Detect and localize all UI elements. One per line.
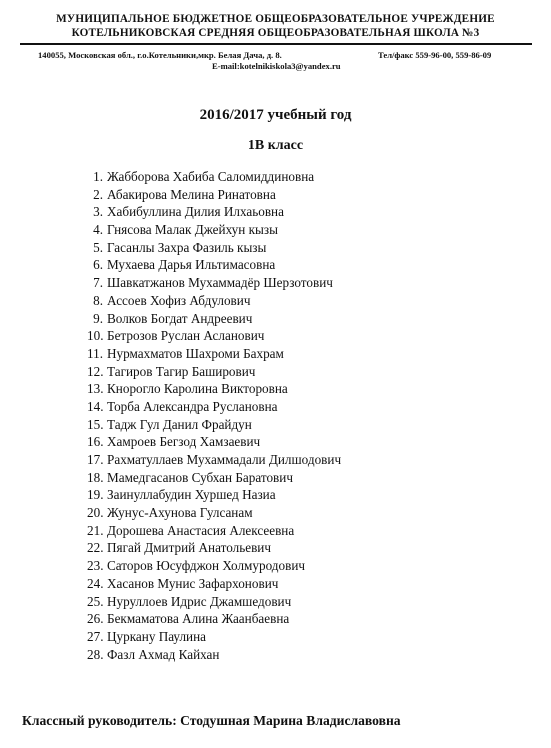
- student-list-item: [87, 504, 341, 522]
- student-list-item: [87, 433, 341, 451]
- student-name: Ассоев Хофиз Абдулович: [107, 292, 251, 308]
- class-teacher: Классный руководитель: Стодушная Марина Владиславовна: [22, 713, 401, 728]
- student-list-item: [87, 398, 341, 416]
- student-name: Шавкатжанов Мухаммадёр Шерзотович: [107, 275, 333, 291]
- student-number: 13.: [87, 381, 104, 397]
- student-number: 4.: [93, 222, 103, 238]
- student-number: 15.: [87, 416, 104, 432]
- student-number: 3.: [93, 204, 103, 220]
- school-name-line2: КОТЕЛЬНИКОВСКАЯ СРЕДНЯЯ ОБЩЕОБРАЗОВАТЕЛЬНАЯ ШКОЛА №3: [71, 27, 480, 39]
- student-name: Тадж Гул Данил Фрайдун: [107, 416, 252, 432]
- student-list-item: [87, 327, 341, 345]
- student-number: 24.: [87, 575, 104, 591]
- student-name: Цуркану Паулина: [107, 628, 206, 644]
- student-name: Абакирова Мелина Ринатовна: [107, 186, 276, 202]
- student-list-item: [87, 539, 341, 557]
- student-name: Тагиров Тагир Баширович: [107, 363, 256, 379]
- student-number: 5.: [93, 239, 103, 255]
- student-number: 25.: [87, 593, 104, 609]
- student-name: Бетрозов Руслан Асланович: [107, 328, 265, 344]
- student-list-item: [87, 292, 341, 310]
- student-name: Дорошева Анастасия Алексеевна: [107, 522, 295, 538]
- academic-year-title: 2016/2017 учебный год: [199, 107, 352, 123]
- student-list-item: [87, 256, 341, 274]
- student-number: 19.: [87, 487, 104, 503]
- student-name: Саторов Юсуфджон Холмуродович: [107, 558, 306, 574]
- postal-address: 140055, Московская обл., г.о.Котельники,мкр. Белая Дача, д. 8.: [38, 50, 282, 60]
- student-list: [87, 168, 341, 663]
- student-list-item: [87, 593, 341, 611]
- student-name: Кнорогло Каролина Викторовна: [107, 381, 288, 397]
- student-number: 17.: [87, 452, 104, 467]
- student-number: 23.: [87, 558, 104, 574]
- student-list-item: [87, 451, 341, 469]
- student-list-item: [87, 168, 341, 186]
- student-number: 10.: [87, 328, 104, 344]
- student-number: 27.: [87, 628, 104, 644]
- student-number: 1.: [93, 169, 103, 184]
- student-name: Хамроев Бегзод Хамзаевич: [107, 434, 261, 450]
- student-number: 12.: [87, 363, 104, 379]
- student-list-item: [87, 486, 341, 504]
- student-name: Торба Александра Руслановна: [107, 398, 278, 414]
- student-list-item: [87, 469, 341, 487]
- student-number: 20.: [87, 505, 104, 521]
- student-list-item: [87, 239, 341, 257]
- student-number: 18.: [87, 469, 104, 485]
- student-name: Гнясова Малак Джейхун кызы: [107, 222, 278, 238]
- student-name: Нуруллоев Идрис Джамшедович: [107, 593, 292, 609]
- student-name: Хабибуллина Дилия Илхаьовна: [107, 204, 284, 220]
- student-list-item: [87, 310, 341, 328]
- student-name: Фазл Ахмад Кайхан: [107, 646, 220, 662]
- student-name: Рахматуллаев Мухаммадали Дилшодович: [107, 452, 342, 467]
- student-name: Заинуллабудин Хуршед Назиа: [107, 487, 276, 503]
- student-list-item: [87, 628, 341, 646]
- phone-fax: Тел/факс 559-96-00, 559-86-09: [378, 50, 492, 60]
- student-list-item: [87, 363, 341, 381]
- student-number: 28.: [87, 646, 104, 662]
- student-name: Бекмаматова Алина Жаанбаевна: [107, 611, 290, 627]
- student-name: Хасанов Мунис Зафархонович: [107, 575, 279, 591]
- student-name: Гасанлы Захра Фазиль кызы: [107, 239, 267, 255]
- student-name: Волков Богдат Андреевич: [107, 310, 253, 326]
- school-name-line1: МУНИЦИПАЛЬНОЕ БЮДЖЕТНОЕ ОБЩЕОБРАЗОВАТЕЛЬНОЕ УЧРЕЖДЕНИЕ: [56, 13, 495, 25]
- student-name: Мамедгасанов Субхан Баратович: [107, 469, 293, 485]
- student-number: 8.: [93, 292, 103, 308]
- student-name: Жабборова Хабиба Саломиддиновна: [107, 169, 315, 184]
- student-name: Пягай Дмитрий Анатольевич: [107, 540, 271, 556]
- student-list-item: [87, 186, 341, 204]
- student-list-item: [87, 274, 341, 292]
- student-name: Мухаева Дарья Ильтимасовна: [107, 257, 276, 273]
- header-divider: [20, 43, 532, 45]
- student-list-item: [87, 345, 341, 363]
- student-list-item: [87, 221, 341, 239]
- student-name: Нурмахматов Шахроми Бахрам: [107, 345, 284, 361]
- student-list-item: [87, 522, 341, 540]
- student-number: 2.: [93, 186, 103, 202]
- email-address: E-mail:kotelnikiskola3@yandex.ru: [212, 61, 341, 71]
- student-number: 22.: [87, 540, 104, 556]
- student-number: 16.: [87, 434, 104, 450]
- student-number: 6.: [93, 257, 103, 273]
- student-number: 26.: [87, 611, 104, 627]
- student-number: 11.: [87, 345, 103, 361]
- school-header: [0, 12, 551, 40]
- student-number: 9.: [93, 310, 103, 326]
- student-number: 21.: [87, 522, 104, 538]
- student-list-item: [87, 575, 341, 593]
- student-list-item: [87, 610, 341, 628]
- student-list-item: [87, 203, 341, 221]
- student-list-item: [87, 646, 341, 664]
- class-title: 1В класс: [247, 138, 304, 153]
- student-list-item: [87, 380, 341, 398]
- student-number: 7.: [93, 275, 103, 291]
- student-list-item: [87, 416, 341, 434]
- student-name: Жунус-Ахунова Гулсанам: [107, 505, 253, 521]
- student-list-item: [87, 557, 341, 575]
- student-number: 14.: [87, 398, 104, 414]
